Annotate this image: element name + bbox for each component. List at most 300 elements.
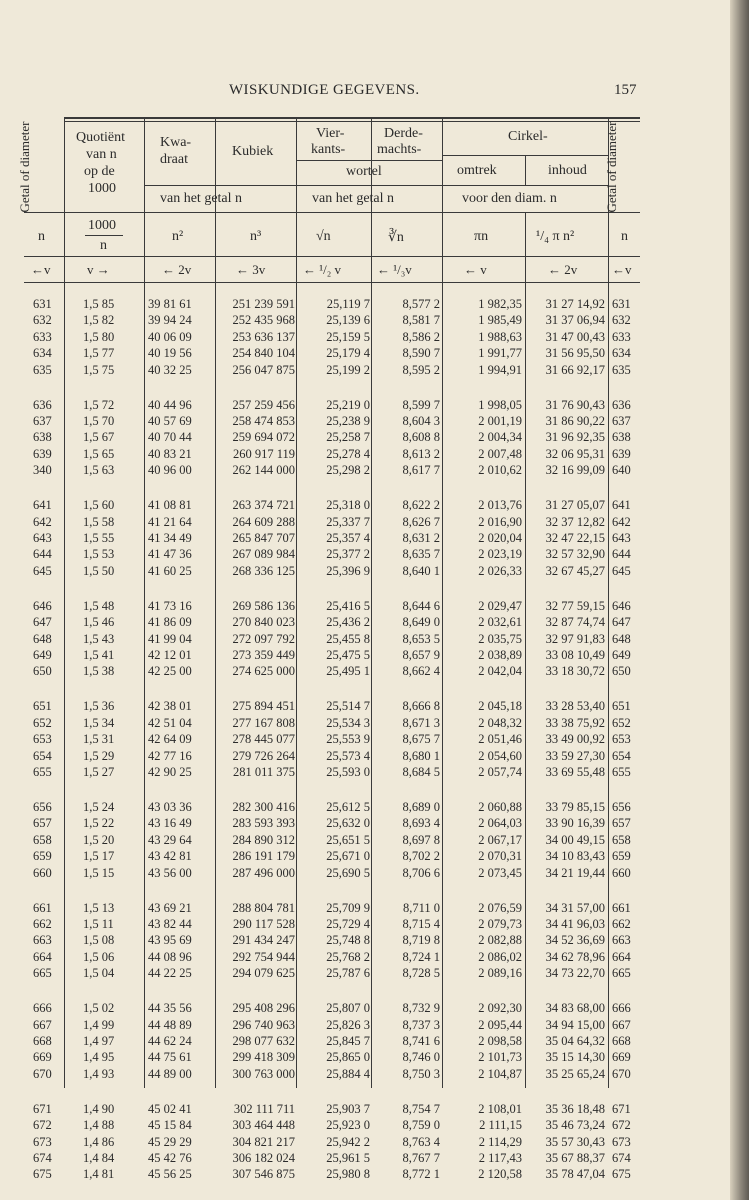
cell-quotient: 1,5 46 (83, 615, 115, 630)
cell-getal-right: 644 (612, 547, 631, 562)
cell-kwadraat: 45 15 84 (148, 1118, 192, 1133)
cell-inhoud: 33 49 00,92 (545, 732, 605, 747)
cell-getal: 634 (33, 346, 52, 361)
cell-kubiek: 284 890 312 (232, 832, 295, 847)
cell-derdemachtswortel: 8,613 2 (402, 446, 440, 461)
cell-kubiek: 259 694 072 (232, 430, 295, 445)
cell-derdemachtswortel: 8,706 6 (402, 865, 440, 880)
cell-kwadraat: 43 29 64 (148, 832, 192, 847)
cell-getal-right: 651 (612, 699, 631, 714)
cell-quotient: 1,4 84 (83, 1151, 115, 1165)
cell-getal: 636 (33, 397, 52, 412)
cell-derdemachtswortel: 8,728 5 (402, 966, 440, 981)
cell-derdemachtswortel: 8,608 8 (402, 430, 440, 445)
cell-vierkantswortel: 25,573 4 (326, 748, 370, 763)
cell-getal-right: 660 (612, 865, 631, 880)
col-rule-4 (296, 118, 297, 1088)
rule-van-het-getal (144, 185, 608, 186)
cell-kwadraat: 43 69 21 (148, 900, 192, 915)
cell-inhoud: 32 97 91,83 (545, 631, 605, 646)
cell-quotient: 1,5 85 (83, 297, 115, 311)
cell-vierkantswortel: 25,357 4 (326, 531, 370, 545)
cell-vierkantswortel: 25,807 0 (326, 1001, 370, 1016)
formula-n-left: n (38, 229, 45, 244)
cell-omtrek: 2 054,60 (478, 748, 522, 763)
kubiek-header: Kubiek (232, 144, 274, 159)
cell-vierkantswortel: 25,980 8 (326, 1167, 370, 1182)
cell-quotient: 1,4 99 (83, 1017, 115, 1032)
cell-omtrek: 2 051,46 (478, 732, 522, 747)
cell-inhoud: 32 16 99,09 (545, 463, 605, 478)
cell-kwadraat: 41 34 49 (148, 531, 192, 545)
cell-quotient: 1,5 82 (83, 313, 115, 328)
cell-quotient: 1,5 24 (83, 800, 115, 814)
cell-getal-right: 650 (612, 664, 631, 679)
cell-getal-right: 655 (612, 765, 631, 779)
cell-omtrek: 2 073,45 (478, 865, 522, 880)
cell-kubiek: 290 117 528 (232, 917, 295, 931)
cell-getal: 658 (33, 832, 52, 847)
cell-getal: 669 (33, 1050, 52, 1065)
cell-vierkantswortel: 25,159 5 (326, 329, 370, 344)
cell-vierkantswortel: 25,377 2 (326, 547, 370, 562)
cell-quotient: 1,5 70 (83, 414, 115, 428)
cell-kubiek: 299 418 309 (232, 1050, 295, 1065)
cell-inhoud: 34 83 68,00 (545, 1001, 605, 1016)
cell-kubiek: 306 182 024 (232, 1151, 295, 1165)
cell-inhoud: 31 27 05,07 (545, 498, 605, 513)
cell-kwadraat: 41 99 04 (148, 631, 192, 646)
cell-quotient: 1,5 11 (83, 917, 114, 931)
col-rule-7 (525, 155, 526, 185)
cell-vierkantswortel: 25,865 0 (326, 1050, 370, 1065)
cell-inhoud: 33 28 53,40 (545, 699, 605, 714)
cell-derdemachtswortel: 8,657 9 (402, 648, 440, 662)
cell-vierkantswortel: 25,961 5 (326, 1151, 370, 1165)
col-rule-6 (442, 118, 443, 1088)
cell-inhoud: 31 76 90,43 (545, 397, 605, 412)
cell-vierkantswortel: 25,923 0 (326, 1118, 370, 1133)
cell-inhoud: 35 78 47,04 (545, 1167, 605, 1182)
cell-omtrek: 2 016,90 (478, 514, 522, 529)
cell-quotient: 1,4 97 (83, 1034, 115, 1048)
cell-getal: 675 (33, 1167, 52, 1182)
cell-getal: 668 (33, 1034, 52, 1048)
cell-derdemachtswortel: 8,653 5 (402, 631, 440, 646)
cell-derdemachtswortel: 8,715 4 (402, 917, 440, 931)
page-header-title: WISKUNDIGE GEGEVENS. (229, 82, 420, 98)
cell-getal: 635 (33, 362, 52, 377)
cell-vierkantswortel: 25,768 2 (326, 949, 370, 964)
cell-omtrek: 2 013,76 (478, 498, 522, 513)
cell-kwadraat: 40 32 25 (148, 362, 192, 377)
cell-quotient: 1,4 95 (83, 1050, 115, 1065)
cell-quotient: 1,5 22 (83, 816, 115, 831)
cell-getal: 654 (33, 748, 52, 763)
cell-kwadraat: 42 77 16 (148, 748, 192, 763)
cell-vierkantswortel: 25,495 1 (326, 664, 370, 679)
cell-kwadraat: 42 64 09 (148, 732, 192, 747)
error-square: ← 2v (162, 262, 192, 277)
error-getal-right: ←v (612, 262, 632, 277)
cell-derdemachtswortel: 8,759 0 (402, 1118, 440, 1133)
cell-kwadraat: 42 25 00 (148, 664, 192, 679)
cell-getal: 671 (33, 1101, 52, 1116)
cell-kubiek: 269 586 136 (232, 598, 295, 613)
cell-getal-right: 645 (612, 563, 631, 578)
cell-omtrek: 2 104,87 (478, 1066, 522, 1081)
cell-kwadraat: 41 47 36 (148, 547, 192, 562)
cell-getal: 655 (33, 765, 52, 779)
cell-inhoud: 35 15 14,30 (545, 1050, 605, 1065)
cell-inhoud: 35 67 88,37 (545, 1151, 605, 1165)
cell-getal-right: 673 (612, 1134, 631, 1149)
cell-getal: 637 (33, 414, 52, 428)
cell-quotient: 1,5 58 (83, 514, 115, 529)
cell-vierkantswortel: 25,298 2 (326, 463, 370, 478)
cell-derdemachtswortel: 8,697 8 (402, 832, 440, 847)
cell-kwadraat: 44 89 00 (148, 1066, 192, 1081)
cell-derdemachtswortel: 8,724 1 (402, 949, 440, 964)
cell-derdemachtswortel: 8,741 6 (402, 1034, 440, 1048)
cell-omtrek: 2 089,16 (478, 966, 522, 981)
cell-omtrek: 2 067,17 (478, 832, 522, 847)
cell-omtrek: 1 985,49 (478, 313, 522, 328)
getal-left-header: Getal of diameter (17, 121, 32, 213)
cell-omtrek: 1 991,77 (478, 346, 522, 361)
cell-omtrek: 2 038,89 (478, 648, 522, 662)
cell-omtrek: 2 048,32 (478, 715, 522, 730)
cell-quotient: 1,5 04 (83, 966, 115, 981)
cell-derdemachtswortel: 8,711 0 (402, 900, 440, 915)
cell-getal-right: 664 (612, 949, 631, 964)
cell-omtrek: 2 026,33 (478, 563, 522, 578)
cell-derdemachtswortel: 8,631 2 (402, 531, 440, 545)
formula-quotient-denominator: n (100, 238, 107, 253)
cell-derdemachtswortel: 8,689 0 (402, 800, 440, 814)
cell-kwadraat: 40 19 56 (148, 346, 192, 361)
cell-omtrek: 2 101,73 (478, 1050, 522, 1065)
cell-getal-right: 642 (612, 514, 631, 529)
cell-getal: 646 (33, 598, 52, 613)
cell-getal: 650 (33, 664, 52, 679)
cell-derdemachtswortel: 8,767 7 (402, 1151, 440, 1165)
cell-inhoud: 31 96 92,35 (545, 430, 605, 445)
cell-kubiek: 279 726 264 (232, 748, 295, 763)
cell-kwadraat: 44 22 25 (148, 966, 192, 981)
cell-inhoud: 34 73 22,70 (545, 966, 605, 981)
cell-derdemachtswortel: 8,622 2 (402, 498, 440, 513)
cell-derdemachtswortel: 8,684 5 (402, 765, 440, 779)
cell-kubiek: 274 625 000 (232, 664, 295, 679)
cell-quotient: 1,5 65 (83, 446, 115, 461)
omtrek-header: omtrek (457, 163, 497, 178)
cell-vierkantswortel: 25,475 5 (326, 648, 370, 662)
cell-omtrek: 2 070,31 (478, 849, 522, 864)
cell-kubiek: 256 047 875 (232, 362, 295, 377)
cell-vierkantswortel: 25,942 2 (326, 1134, 370, 1149)
cell-getal: 672 (33, 1118, 52, 1133)
cell-getal-right: 649 (612, 648, 631, 662)
cell-derdemachtswortel: 8,617 7 (402, 463, 440, 478)
cell-omtrek: 1 982,35 (478, 297, 522, 311)
cell-kwadraat: 40 06 09 (148, 329, 192, 344)
cell-vierkantswortel: 25,534 3 (326, 715, 370, 730)
cell-kwadraat: 44 08 96 (148, 949, 192, 964)
cell-omtrek: 2 032,61 (478, 615, 522, 630)
cell-getal-right: 671 (612, 1101, 631, 1116)
cell-omtrek: 2 042,04 (478, 664, 522, 679)
cell-getal-right: 670 (612, 1066, 631, 1081)
error-area: ← 2v (548, 262, 578, 277)
cell-derdemachtswortel: 8,754 7 (402, 1101, 440, 1116)
cell-inhoud: 32 47 22,15 (545, 531, 605, 545)
cell-quotient: 1,4 93 (83, 1066, 115, 1081)
cell-kubiek: 262 144 000 (232, 463, 295, 478)
cell-inhoud: 34 52 36,69 (545, 933, 605, 948)
cell-getal: 633 (33, 329, 52, 344)
inhoud-header: inhoud (548, 163, 587, 178)
cell-getal: 652 (33, 715, 52, 730)
formula-n-right: n (621, 229, 628, 244)
cell-derdemachtswortel: 8,671 3 (402, 715, 440, 730)
cell-kwadraat: 40 44 96 (148, 397, 192, 412)
cell-getal: 641 (33, 498, 52, 513)
cell-quotient: 1,5 36 (83, 699, 115, 714)
cell-vierkantswortel: 25,553 9 (326, 732, 370, 747)
quotient-line-3: op de (84, 164, 115, 179)
cell-omtrek: 2 020,04 (478, 531, 522, 545)
cell-vierkantswortel: 25,671 0 (326, 849, 370, 864)
cell-derdemachtswortel: 8,680 1 (402, 748, 440, 763)
cell-omtrek: 2 120,58 (478, 1167, 522, 1182)
cell-derdemachtswortel: 8,772 1 (402, 1167, 440, 1182)
cell-derdemachtswortel: 8,746 0 (402, 1050, 440, 1065)
cell-kubiek: 286 191 179 (232, 849, 295, 864)
cell-derdemachtswortel: 8,693 4 (402, 816, 440, 831)
cell-kwadraat: 43 56 00 (148, 865, 192, 880)
error-cbrt: ← ¹/₃v (377, 262, 412, 277)
cell-inhoud: 32 87 74,74 (545, 615, 605, 630)
cell-omtrek: 2 010,62 (478, 463, 522, 478)
cell-inhoud: 31 66 92,17 (545, 362, 605, 377)
cell-getal: 632 (33, 313, 52, 328)
cell-derdemachtswortel: 8,626 7 (402, 514, 440, 529)
cell-derdemachtswortel: 8,675 7 (402, 732, 440, 747)
cell-omtrek: 2 079,73 (478, 917, 522, 931)
cell-quotient: 1,4 86 (83, 1134, 115, 1149)
cell-getal: 660 (33, 865, 52, 880)
cell-kubiek: 288 804 781 (232, 900, 295, 915)
cell-quotient: 1,5 41 (83, 648, 115, 662)
cell-omtrek: 2 001,19 (478, 414, 522, 428)
cell-getal-right: 662 (612, 917, 631, 931)
cell-kubiek: 300 763 000 (232, 1066, 295, 1081)
cell-omtrek: 1 994,91 (478, 362, 522, 377)
cell-omtrek: 2 057,74 (478, 765, 522, 779)
cell-derdemachtswortel: 8,702 2 (402, 849, 440, 864)
cell-derdemachtswortel: 8,737 3 (402, 1017, 440, 1032)
cell-vierkantswortel: 25,179 4 (326, 346, 370, 361)
cell-kwadraat: 45 56 25 (148, 1167, 192, 1182)
formula-pi-n: πn (474, 229, 489, 244)
cell-inhoud: 32 77 59,15 (545, 598, 605, 613)
rule-formula-end (24, 256, 640, 257)
cell-quotient: 1,5 06 (83, 949, 115, 964)
quotient-line-2: van n (86, 147, 117, 162)
cell-derdemachtswortel: 8,666 8 (402, 699, 440, 714)
cell-getal: 666 (33, 1001, 52, 1016)
cell-omtrek: 2 086,02 (478, 949, 522, 964)
cell-getal: 663 (33, 933, 52, 948)
col-rule-7b (525, 212, 526, 1088)
cell-quotient: 1,4 81 (83, 1167, 115, 1182)
cell-getal: 644 (33, 547, 52, 562)
cell-kwadraat: 41 08 81 (148, 498, 192, 513)
cell-inhoud: 32 57 32,90 (545, 547, 605, 562)
getal-right-header: Getal of diameter (604, 121, 619, 213)
cell-quotient: 1,5 31 (83, 732, 115, 747)
cell-kwadraat: 39 94 24 (148, 313, 192, 328)
cell-inhoud: 35 25 65,24 (545, 1066, 605, 1081)
cell-kwadraat: 44 48 89 (148, 1017, 192, 1032)
cell-kubiek: 257 259 456 (232, 397, 295, 412)
cell-getal-right: 658 (612, 832, 631, 847)
cell-getal: 638 (33, 430, 52, 445)
cell-getal-right: 674 (612, 1151, 631, 1165)
cell-getal-right: 669 (612, 1050, 631, 1065)
cell-derdemachtswortel: 8,640 1 (402, 563, 440, 578)
cell-kubiek: 254 840 104 (232, 346, 295, 361)
cell-derdemachtswortel: 8,586 2 (402, 329, 440, 344)
cell-getal: 647 (33, 615, 52, 630)
rule-header-end (24, 212, 640, 213)
cell-getal: 670 (33, 1066, 52, 1081)
cell-kubiek: 283 593 393 (232, 816, 295, 831)
cell-kubiek: 292 754 944 (232, 949, 295, 964)
cell-kwadraat: 41 60 25 (148, 563, 192, 578)
cell-getal: 662 (33, 917, 52, 931)
cell-getal-right: 661 (612, 900, 631, 915)
cell-kubiek: 275 894 451 (232, 699, 295, 714)
cell-getal: 639 (33, 446, 52, 461)
cell-getal-right: 672 (612, 1118, 631, 1133)
cell-vierkantswortel: 25,119 7 (326, 297, 370, 311)
cell-getal: 649 (33, 648, 52, 662)
cell-getal-right: 636 (612, 397, 631, 412)
cell-getal-right: 637 (612, 414, 631, 428)
cell-inhoud: 33 69 55,48 (545, 765, 605, 779)
cell-quotient: 1,5 55 (83, 531, 115, 545)
cell-getal: 673 (33, 1134, 52, 1149)
cell-inhoud: 33 59 27,30 (545, 748, 605, 763)
cell-getal-right: 654 (612, 748, 631, 763)
cell-inhoud: 33 18 30,72 (545, 664, 605, 679)
cell-getal-right: 666 (612, 1001, 631, 1016)
rule-error-end (24, 282, 640, 283)
cell-vierkantswortel: 25,396 9 (326, 563, 370, 578)
cell-kubiek: 264 609 288 (232, 514, 295, 529)
cell-getal-right: 634 (612, 346, 631, 361)
cell-omtrek: 2 095,44 (478, 1017, 522, 1032)
cell-inhoud: 31 86 90,22 (545, 414, 605, 428)
cell-kwadraat: 43 82 44 (148, 917, 192, 931)
cell-vierkantswortel: 25,416 5 (326, 598, 370, 613)
cell-inhoud: 33 38 75,92 (545, 715, 605, 730)
cell-getal-right: 639 (612, 446, 631, 461)
error-circumference: ← v (464, 262, 487, 277)
cell-derdemachtswortel: 8,635 7 (402, 547, 440, 562)
cell-kubiek: 265 847 707 (232, 531, 295, 545)
van-het-getal-header-1: van het getal n (160, 191, 243, 206)
error-cube: ← 3v (236, 262, 266, 277)
col-rule-8 (608, 118, 609, 1088)
error-sqrt: ← ¹/₂ v (303, 262, 342, 277)
cell-quotient: 1,5 75 (83, 362, 115, 377)
cell-kwadraat: 42 90 25 (148, 765, 192, 779)
cell-vierkantswortel: 25,651 5 (326, 832, 370, 847)
cell-omtrek: 2 007,48 (478, 446, 522, 461)
cell-inhoud: 35 04 64,32 (545, 1034, 605, 1048)
derdemachts-line-2: machts- (377, 142, 422, 157)
cell-kwadraat: 40 83 21 (148, 446, 192, 461)
kwadraat-line-1: Kwa- (160, 135, 192, 150)
col-rule-3 (215, 118, 216, 1088)
cell-kubiek: 281 011 375 (232, 765, 295, 779)
cell-derdemachtswortel: 8,644 6 (402, 598, 440, 613)
cell-quotient: 1,4 90 (83, 1101, 115, 1116)
formula-square: n² (172, 229, 184, 244)
cell-vierkantswortel: 25,612 5 (326, 800, 370, 814)
cell-derdemachtswortel: 8,750 3 (402, 1066, 440, 1081)
cell-quotient: 1,5 20 (83, 832, 115, 847)
table-top-rule-2 (64, 121, 640, 122)
cell-quotient: 1,5 50 (83, 563, 115, 578)
cell-kwadraat: 43 16 49 (148, 816, 192, 831)
cell-vierkantswortel: 25,278 4 (326, 446, 370, 461)
cell-getal: 648 (33, 631, 52, 646)
cell-quotient: 1,5 38 (83, 664, 115, 679)
cell-derdemachtswortel: 8,763 4 (402, 1134, 440, 1149)
cell-inhoud: 32 37 12,82 (545, 514, 605, 529)
wortel-header: wortel (346, 164, 382, 179)
cell-omtrek: 2 060,88 (478, 800, 522, 814)
cell-vierkantswortel: 25,748 8 (326, 933, 370, 948)
cell-derdemachtswortel: 8,599 7 (402, 397, 440, 412)
cell-vierkantswortel: 25,826 3 (326, 1017, 370, 1032)
derdemachts-line-1: Derde- (384, 126, 423, 141)
cell-kubiek: 258 474 853 (232, 414, 295, 428)
cell-kubiek: 295 408 296 (232, 1001, 295, 1016)
page-edge (730, 0, 749, 1200)
cell-omtrek: 1 998,05 (478, 397, 522, 412)
cell-omtrek: 2 035,75 (478, 631, 522, 646)
cell-kwadraat: 42 12 01 (148, 648, 192, 662)
page-number: 157 (614, 82, 637, 98)
formula-area: ¹/₄ π n² (536, 229, 575, 244)
cell-kwadraat: 40 96 00 (148, 463, 192, 478)
cell-getal: 631 (33, 297, 52, 311)
cell-getal: 340 (33, 463, 52, 478)
error-quotient: v → (87, 262, 110, 277)
cell-quotient: 1,5 67 (83, 430, 115, 445)
cell-getal-right: 675 (612, 1167, 631, 1182)
cell-kubiek: 278 445 077 (232, 732, 295, 747)
cell-vierkantswortel: 25,337 7 (326, 514, 370, 529)
cell-vierkantswortel: 25,903 7 (326, 1101, 370, 1116)
cell-quotient: 1,5 63 (83, 463, 115, 478)
cell-vierkantswortel: 25,593 0 (326, 765, 370, 779)
